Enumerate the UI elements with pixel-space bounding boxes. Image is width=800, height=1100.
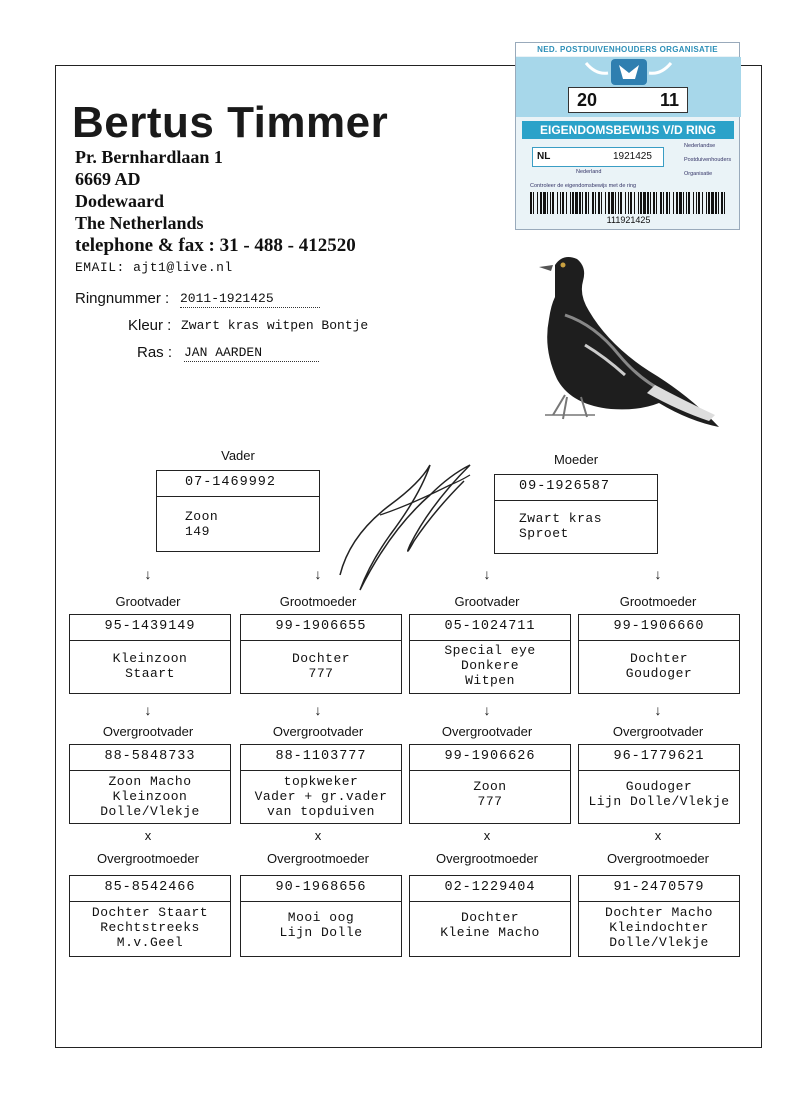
cross-mark: x <box>483 828 491 843</box>
great-grandfather-desc: Zoon 777 <box>473 779 507 809</box>
sticker-side-1: Nederlandse <box>684 143 716 149</box>
label-overgrootmoeder: Overgrootmoeder <box>267 851 369 866</box>
ring-label: Ringnummer : <box>75 290 170 307</box>
breeder-name: Bertus Timmer <box>72 98 389 147</box>
label-grootmoeder: Grootmoeder <box>279 594 357 609</box>
barcode-bar <box>625 192 626 214</box>
arrow: ↓ <box>314 702 322 718</box>
barcode-bar <box>683 192 684 214</box>
label-grootvader: Grootvader <box>115 594 181 609</box>
barcode-bar <box>640 192 642 214</box>
barcode-bar <box>588 192 589 214</box>
barcode-bar <box>647 192 649 214</box>
great-grandmother-ring: 90-1968656 <box>241 876 401 902</box>
barcode-bar <box>582 192 583 214</box>
barcode-bar <box>628 192 629 214</box>
grandparent-2 <box>240 614 402 694</box>
barcode-bar <box>611 192 614 214</box>
label-grootvader: Grootvader <box>454 594 520 609</box>
arrow: ↓ <box>654 702 662 718</box>
label-overgrootmoeder: Overgrootmoeder <box>436 851 538 866</box>
barcode-bar <box>696 192 697 214</box>
label-overgrootvader: Overgrootvader <box>441 724 533 739</box>
barcode-bar <box>552 192 554 214</box>
sticker-country: NL <box>537 151 551 162</box>
barcode-bar <box>562 192 564 214</box>
barcode-bar <box>634 192 635 214</box>
vader-ring: 07-1469992 <box>157 471 319 497</box>
barcode-bar <box>706 192 707 214</box>
grandparent-desc: Dochter Goudoger <box>625 651 693 681</box>
barcode-bar <box>656 192 657 214</box>
arrow: ↓ <box>483 566 491 582</box>
barcode-bar <box>711 192 714 214</box>
barcode-bar <box>643 192 646 214</box>
barcode-bar <box>570 192 571 214</box>
grandparent-3 <box>409 614 571 694</box>
label-overgrootvader: Overgrootvader <box>102 724 194 739</box>
grandparent-ring: 99-1906655 <box>241 615 401 641</box>
ring-value: 2011-1921425 <box>180 291 320 308</box>
sticker-year-left: 20 <box>577 89 598 110</box>
barcode-bar <box>543 192 546 214</box>
cross-mark: x <box>654 828 662 843</box>
sticker-side-3: Organisatie <box>684 171 713 177</box>
breed-value: JAN AARDEN <box>184 345 319 362</box>
great-grandmother-2 <box>240 875 402 957</box>
sticker-year-right: 11 <box>659 89 679 110</box>
pigeon-icon <box>525 245 735 445</box>
barcode-bar <box>620 192 622 214</box>
barcode-number: 111921425 <box>606 215 651 225</box>
great-grandmother-ring: 85-8542466 <box>70 876 230 902</box>
barcode-bar <box>550 192 551 214</box>
grandparent-desc: Dochter 777 <box>291 651 351 681</box>
barcode-bar <box>663 192 664 214</box>
sticker-side-2: Postduivenhouders <box>684 157 732 163</box>
sticker-ring: 1921425 <box>613 151 652 162</box>
great-grandmother-3 <box>409 875 571 957</box>
great-grandfather-3 <box>409 744 571 824</box>
address-postcode: 6669 AD <box>75 169 141 189</box>
sticker-ring-field <box>532 147 664 167</box>
great-grandmother-ring: 02-1229404 <box>410 876 570 902</box>
barcode-bar <box>698 192 700 214</box>
great-grandfather-ring: 99-1906626 <box>410 745 570 771</box>
barcode-bar <box>579 192 581 214</box>
barcode-bar <box>533 192 534 214</box>
sticker-title: EIGENDOMSBEWIJS V/D RING <box>522 121 734 139</box>
barcode-bar <box>592 192 594 214</box>
barcode-bar <box>630 192 632 214</box>
great-grandfather-ring: 88-1103777 <box>241 745 401 771</box>
grandparent-1 <box>69 614 231 694</box>
barcode-bar <box>566 192 567 214</box>
sticker-org: NED. POSTDUIVENHOUDERS ORGANISATIE <box>516 43 739 56</box>
barcode-bar <box>530 192 532 214</box>
barcode-bar <box>679 192 682 214</box>
great-grandmother-4 <box>578 875 740 957</box>
label-moeder: Moeder <box>553 452 599 467</box>
barcode-bar <box>608 192 610 214</box>
moeder-desc: Zwart kras Sproet <box>519 511 603 541</box>
barcode-bar <box>605 192 606 214</box>
barcode-bar <box>688 192 690 214</box>
color-label: Kleur : <box>128 317 172 334</box>
grandparent-4 <box>578 614 740 694</box>
barcode-bar <box>676 192 678 214</box>
barcode-bar <box>653 192 655 214</box>
barcode-bar <box>601 192 602 214</box>
barcode-bar <box>595 192 596 214</box>
arrow: ↓ <box>314 566 322 582</box>
parent-moeder <box>494 474 658 554</box>
arrow: ↓ <box>654 566 662 582</box>
barcode-bar <box>686 192 687 214</box>
cross-mark: x <box>144 828 152 843</box>
barcode-bar <box>598 192 600 214</box>
barcode-bar <box>560 192 561 214</box>
grandparent-ring: 99-1906660 <box>579 615 739 641</box>
great-grandfather-ring: 96-1779621 <box>579 745 739 771</box>
great-grandmother-desc: Dochter Macho Kleindochter Dolle/Vlekje <box>605 905 713 950</box>
grandparent-ring: 95-1439149 <box>70 615 230 641</box>
great-grandmother-1 <box>69 875 231 957</box>
great-grandfather-desc: topkweker Vader + gr.vader van topduiven <box>254 774 388 819</box>
email: EMAIL: ajt1@live.nl <box>75 260 233 275</box>
label-overgrootvader: Overgrootvader <box>612 724 704 739</box>
cross-mark: x <box>314 828 322 843</box>
barcode-bar <box>702 192 703 214</box>
barcode-bar <box>638 192 639 214</box>
address-street: Pr. Bernhardlaan 1 <box>75 147 223 167</box>
barcode-bar <box>537 192 538 214</box>
barcode-bar <box>557 192 558 214</box>
moeder-ring: 09-1926587 <box>495 475 657 501</box>
great-grandfather-ring: 88-5848733 <box>70 745 230 771</box>
grandparent-desc: Special eye Donkere Witpen <box>444 643 536 688</box>
barcode-bar <box>540 192 542 214</box>
arrow: ↓ <box>144 702 152 718</box>
sticker-nederland: Nederland <box>576 169 602 175</box>
color-value: Zwart kras witpen Bontje <box>181 318 369 333</box>
barcode-bar <box>615 192 616 214</box>
barcode-bar <box>660 192 662 214</box>
label-overgrootmoeder: Overgrootmoeder <box>607 851 709 866</box>
great-grandmother-desc: Dochter Staart Rechtstreeks M.v.Geel <box>91 905 209 950</box>
label-vader: Vader <box>221 448 255 463</box>
great-grandfather-2 <box>240 744 402 824</box>
sticker-year <box>568 87 688 113</box>
barcode-bar <box>669 192 670 214</box>
barcode-bar <box>572 192 574 214</box>
signature <box>320 455 490 595</box>
grandparent-ring: 05-1024711 <box>410 615 570 641</box>
arrow: ↓ <box>144 566 152 582</box>
barcode <box>530 192 726 214</box>
ownership-sticker <box>515 42 740 230</box>
barcode-bar <box>650 192 651 214</box>
phone-fax: telephone & fax : 31 - 488 - 412520 <box>75 235 356 256</box>
great-grandfather-4 <box>578 744 740 824</box>
label-grootmoeder: Grootmoeder <box>619 594 697 609</box>
barcode-bar <box>547 192 548 214</box>
label-overgrootvader: Overgrootvader <box>272 724 364 739</box>
label-overgrootmoeder: Overgrootmoeder <box>97 851 199 866</box>
great-grandmother-ring: 91-2470579 <box>579 876 739 902</box>
breed-label: Ras : <box>137 344 173 361</box>
barcode-bar <box>693 192 694 214</box>
address-city: Dodewaard <box>75 191 164 211</box>
arrow: ↓ <box>483 702 491 718</box>
barcode-bar <box>718 192 719 214</box>
barcode-bar <box>721 192 723 214</box>
great-grandfather-desc: Zoon Macho Kleinzoon Dolle/Vlekje <box>100 774 200 819</box>
grandparent-desc: Kleinzoon Staart <box>112 651 188 681</box>
parent-vader <box>156 470 320 552</box>
great-grandfather-desc: Goudoger Lijn Dolle/Vlekje <box>588 779 730 809</box>
vader-desc: Zoon 149 <box>185 509 219 539</box>
sticker-control-note: Controleer de eigendomsbewijs met de ring <box>530 183 637 189</box>
great-grandfather-1 <box>69 744 231 824</box>
barcode-bar <box>715 192 717 214</box>
great-grandmother-desc: Dochter Kleine Macho <box>440 910 540 940</box>
address-country: The Netherlands <box>75 213 204 233</box>
barcode-bar <box>666 192 668 214</box>
barcode-bar <box>673 192 674 214</box>
barcode-bar <box>708 192 710 214</box>
barcode-bar <box>618 192 619 214</box>
great-grandmother-desc: Mooi oog Lijn Dolle <box>279 910 363 940</box>
barcode-bar <box>724 192 725 214</box>
barcode-bar <box>575 192 578 214</box>
barcode-bar <box>585 192 587 214</box>
